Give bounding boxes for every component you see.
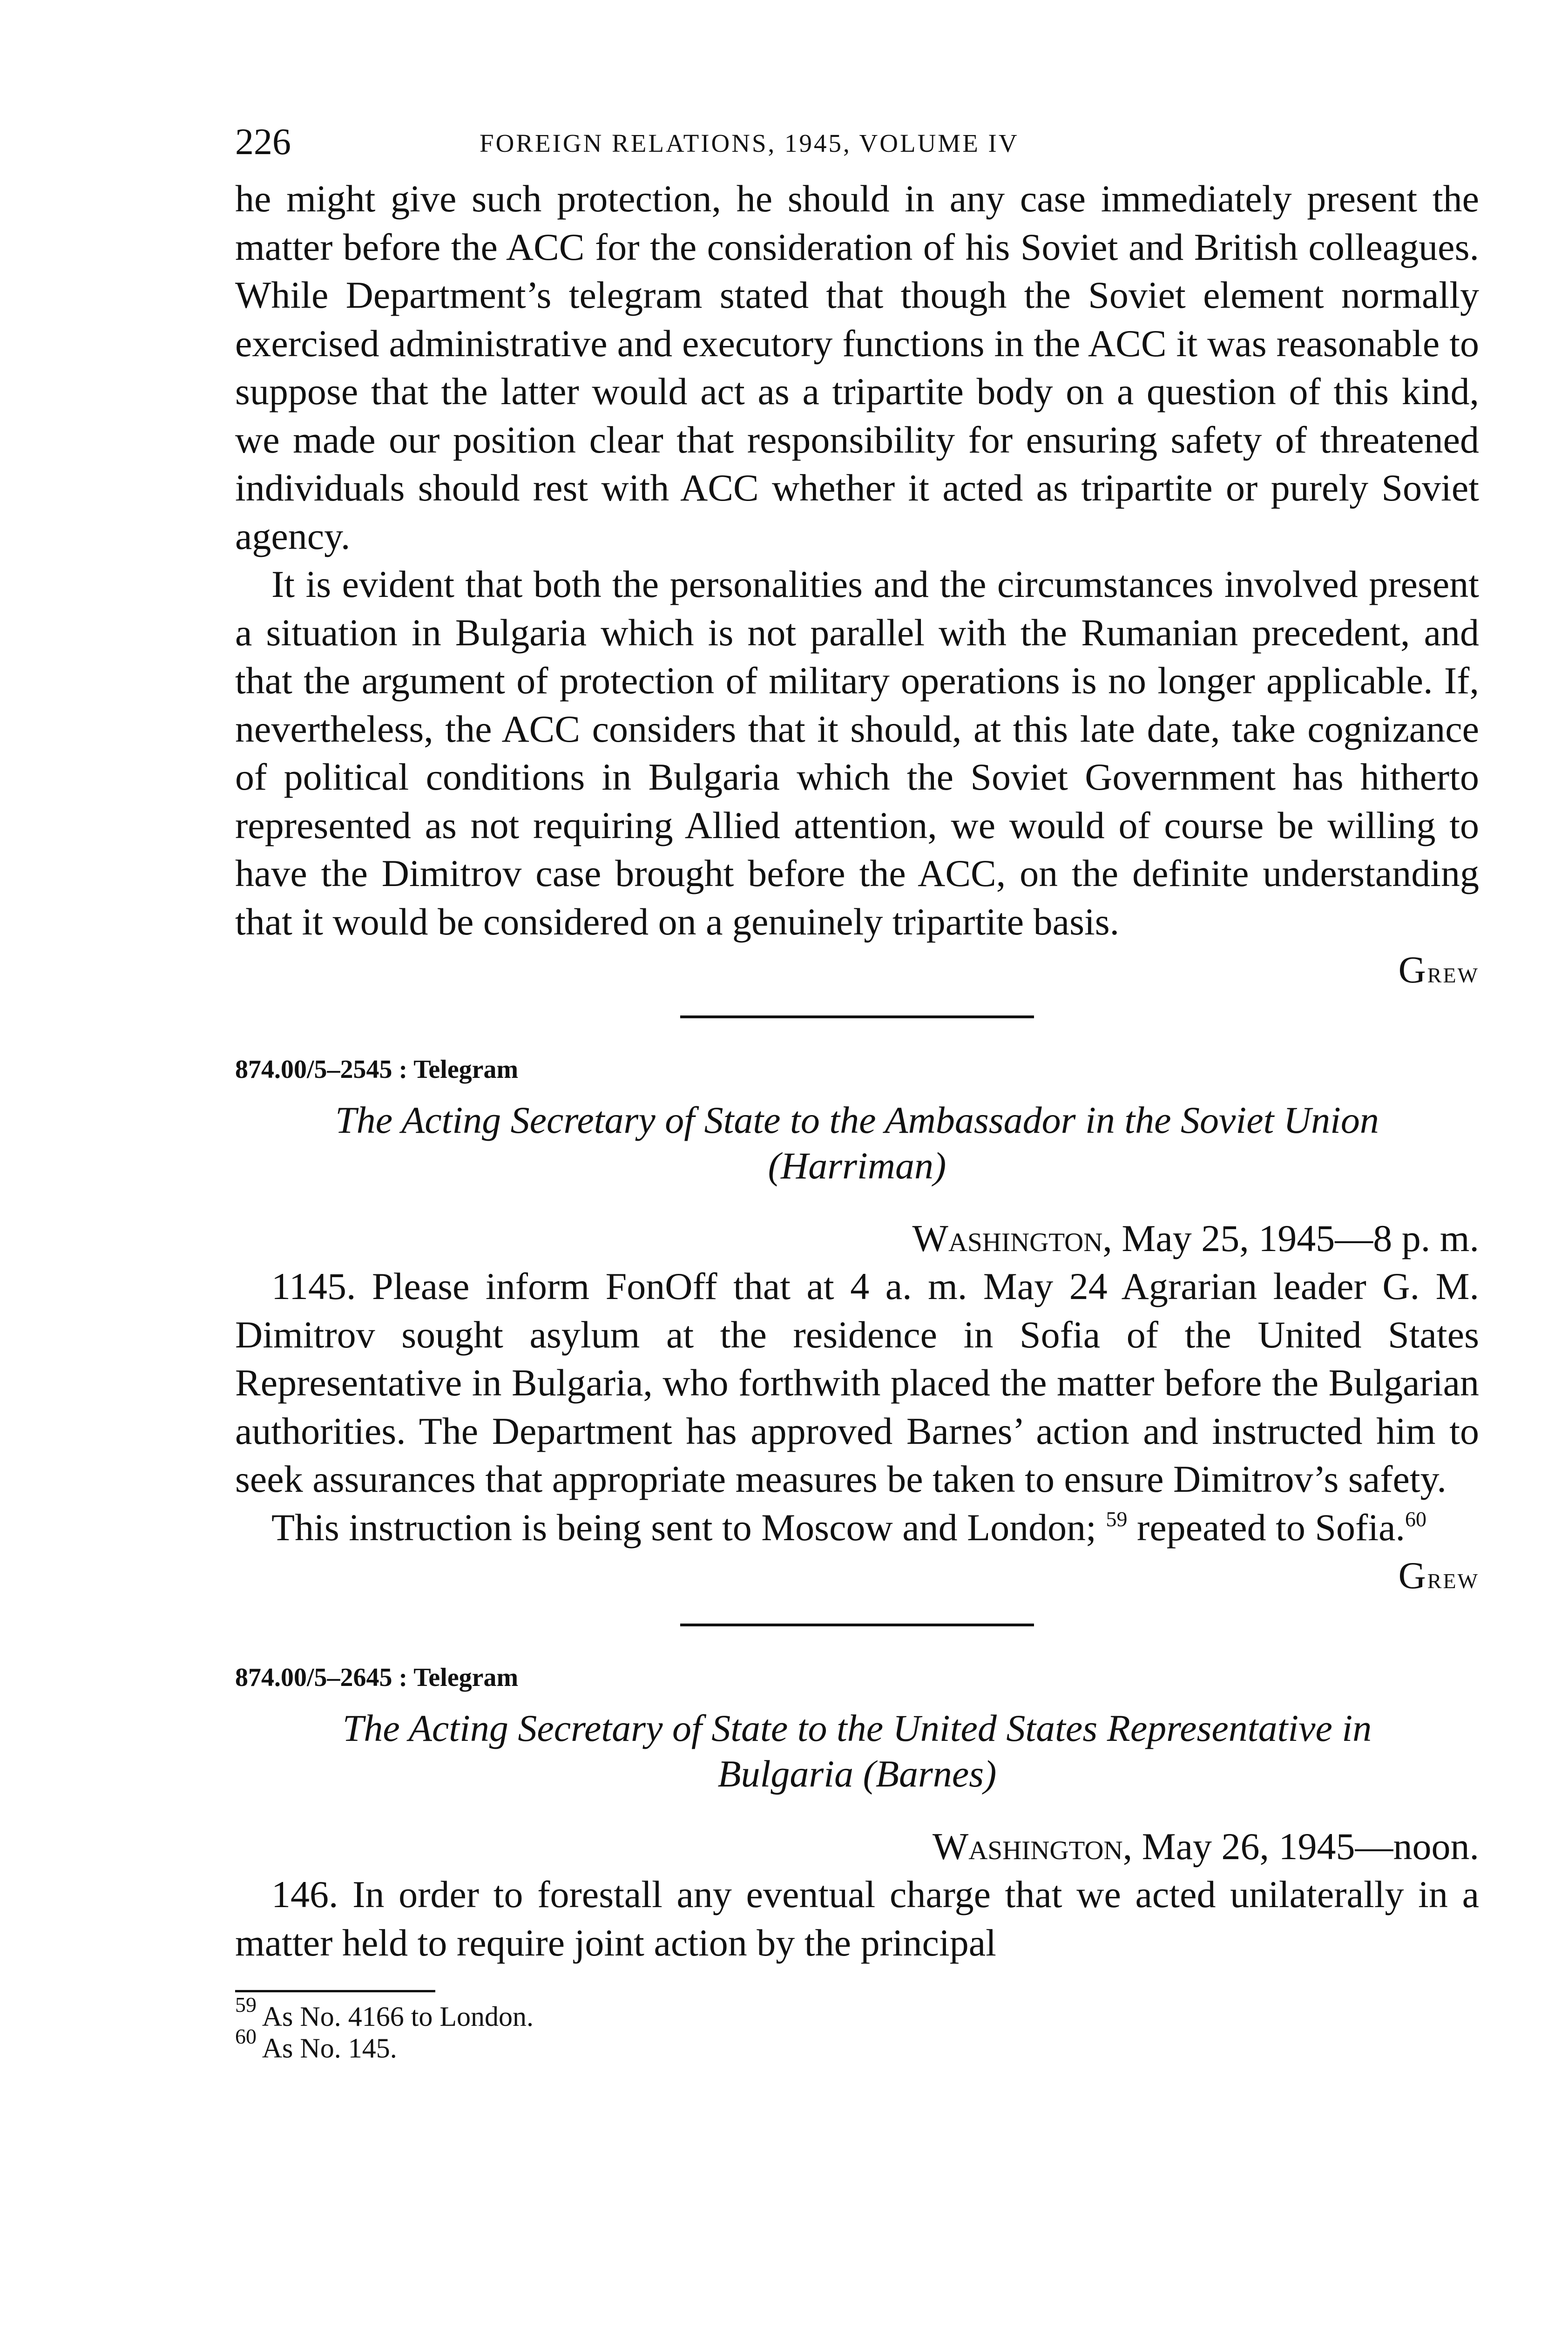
paragraph-text: This instruction is being sent to Moscow and London; (271, 1506, 1096, 1549)
dateline-date: , May 25, 1945—8 p. m. (1102, 1217, 1479, 1259)
footnote-marker: 60 (1405, 1507, 1427, 1531)
file-reference: 874.00/5–2545 : Telegram (235, 1055, 519, 1084)
dateline-place: Washington (932, 1825, 1123, 1868)
footnote (235, 2024, 1479, 2064)
document-heading-line: (Harriman) (768, 1144, 946, 1187)
footnote-rule (235, 1990, 435, 1992)
running-title: FOREIGN RELATIONS, 1945, VOLUME IV (480, 129, 1019, 157)
footnote (235, 1993, 1479, 2032)
section-divider (680, 1624, 1034, 1626)
dateline (235, 1214, 1479, 1263)
signature: Grew (1398, 948, 1479, 991)
signature: Grew (1398, 1554, 1479, 1597)
dateline-place: Washington (912, 1217, 1103, 1259)
footnote-number: 60 (235, 2024, 257, 2048)
footnote-text: As No. 145. (262, 2033, 397, 2064)
section-divider (680, 1015, 1034, 1018)
document-heading-line: The Acting Secretary of State to the United States Representative in (342, 1706, 1372, 1749)
paragraph-text: repeated to Sofia. (1127, 1506, 1406, 1549)
document-heading-line: Bulgaria (Barnes) (717, 1752, 997, 1795)
footnote-marker: 59 (1106, 1507, 1128, 1531)
dateline-date: , May 26, 1945—noon. (1122, 1825, 1479, 1868)
body-paragraph: he might give such protection, he should in any case immediately present the matter before the ACC for the consideration of his Soviet and British colleagues. While Department’s telegram stated that though the Soviet element normally exercised administrative and executory functions in the ACC it was reasonable to suppose that the latter would act as a tripartite body on a question of this kind, we made our position clear that responsibility for ensuring safety of threatened individuals should rest with ACC whether it acted as tripartite or purely Soviet agency. (235, 177, 1479, 557)
body-paragraph: 146. In order to forestall any eventual charge that we acted unilaterally in a matter held to require joint action by the principal (235, 1873, 1479, 1964)
footnote-number: 59 (235, 1993, 257, 2017)
page-number: 226 (235, 122, 291, 162)
page (235, 119, 1479, 2064)
body-paragraph (235, 1503, 1479, 1552)
running-head (235, 119, 1479, 175)
body-paragraph: It is evident that both the personalities and the circumstances involved present a situation in Bulgaria which is not parallel with the Rumanian precedent, and that the argument of protection of military operations is no longer applicable. If, nevertheless, the ACC considers that it should, at this late date, take cognizance of political conditions in Bulgaria which the Soviet Government has hitherto represented as not requiring Allied attention, we would of course be willing to have the Dimitrov case brought before the ACC, on the definite understanding that it would be considered on a genuinely tripartite basis. (235, 563, 1479, 943)
footnote-text: As No. 4166 to London. (262, 2001, 534, 2032)
document-heading-line: The Acting Secretary of State to the Ambassador in the Soviet Union (335, 1098, 1379, 1141)
file-reference: 874.00/5–2645 : Telegram (235, 1663, 519, 1692)
body-paragraph: 1145. Please inform FonOff that at 4 a. m. May 24 Agrarian leader G. M. Dimitrov sought asylum at the residence in Sofia of the United States Representative in Bulgaria, who forthwith placed the matter before the Bulgarian authorities. The Department has approved Barnes’ action and instructed him to seek assurances that appropriate measures be taken to ensure Dimitrov’s safety. (235, 1265, 1479, 1500)
dateline (235, 1822, 1479, 1871)
